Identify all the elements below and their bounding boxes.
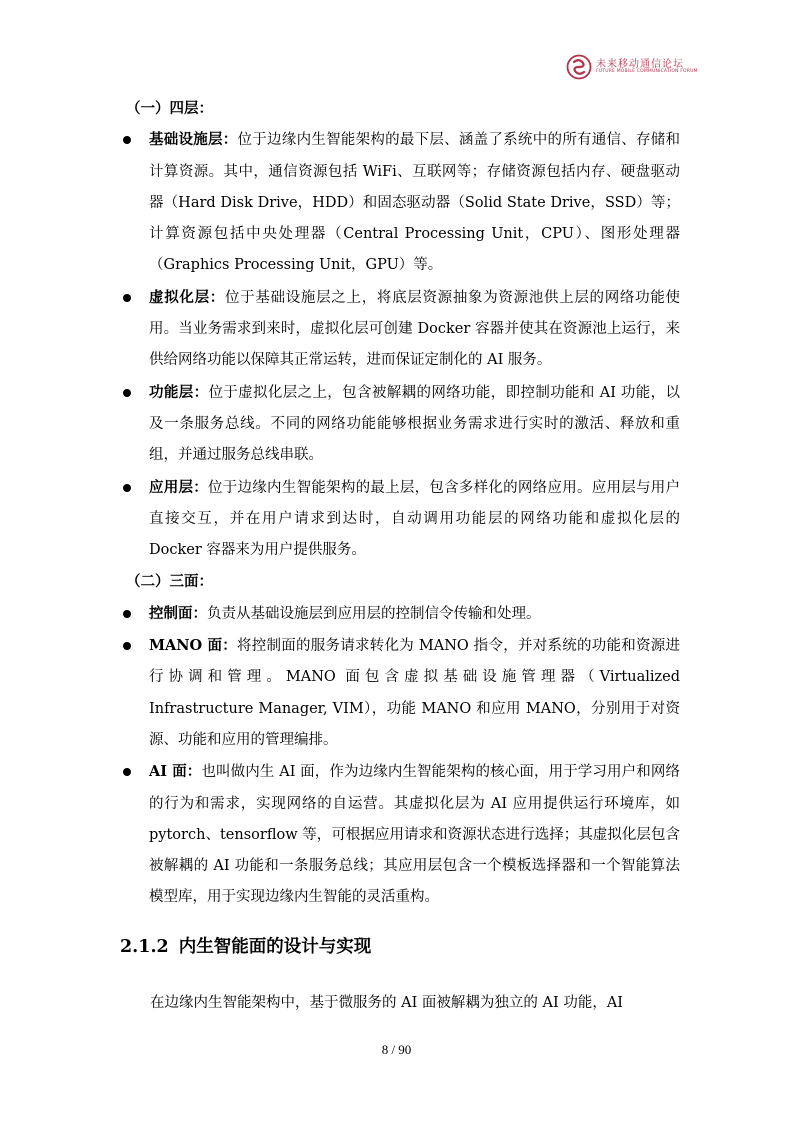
bullet-text: 将控制面的服务请求转化为 MANO 指令，并对系统的功能和资源进行协调和管理。MANO 面包含虚拟基础设施管理器（Virtualized Infrastructure Manager, VIM），功能 MANO 和应用 MANO，分别用于对资源、功能和应用的管理编排。 — [149, 638, 680, 748]
forum-logo — [566, 52, 716, 82]
body-paragraph: 在边缘内生智能架构中，基于微服务的 AI 面被解耦为独立的 AI 功能，AI — [150, 995, 624, 1011]
bullet-text: 负责从基础设施层到应用层的控制信令传输和处理。 — [207, 605, 541, 622]
bullet-item — [120, 124, 680, 281]
bullet-item — [120, 756, 680, 913]
bullet-item — [120, 630, 680, 756]
bullet-dot-icon — [123, 484, 131, 492]
bullet-item — [120, 598, 680, 630]
document-body — [120, 93, 680, 914]
bullet-dot-icon — [123, 136, 131, 144]
subsection-heading — [120, 933, 371, 961]
bullet-term: MANO 面： — [149, 637, 237, 655]
subsection-title: 内生智能面的设计与实现 — [178, 937, 372, 957]
bullet-dot-icon — [123, 294, 131, 302]
bullet-term: 应用层： — [149, 478, 209, 496]
logo-english-name: FUTURE MOBILE COMMUNICATION FORUM — [596, 69, 698, 74]
bullet-term: 功能层： — [149, 383, 209, 401]
bullet-text: 位于虚拟化层之上，包含被解耦的网络功能，即控制功能和 AI 功能，以及一条服务总线。不同的网络功能能够根据业务需求进行实时的激活、释放和重组，并通过服务总线串联。 — [149, 384, 680, 464]
bullet-item — [120, 377, 680, 472]
bullet-text: 位于基础设施层之上，将底层资源抽象为资源池供上层的网络功能使用。当业务需求到来时，虚拟化层可创建 Docker 容器并使其在资源池上运行，来供给网络功能以保障其正常运转，进而保证定制化的 AI 服务。 — [149, 289, 681, 369]
bullet-dot-icon — [123, 642, 131, 650]
bullet-item — [120, 282, 680, 377]
bullet-term: 基础设施层： — [149, 131, 238, 149]
bullet-term: 控制面： — [149, 604, 207, 622]
bullet-text: 位于边缘内生智能架构的最下层、涵盖了系统中的所有通信、存储和计算资源。其中，通信资源包括 WiFi、互联网等；存储资源包括内存、硬盘驱动器（Hard Disk Drive，HDD）和固态驱动器（Solid State Drive，SSD）等；计算资源包括中央处理器（Central Processing Unit，CPU）、图形处理器（Graphics Processing Unit，GPU）等。 — [149, 132, 681, 274]
bullet-dot-icon — [123, 768, 131, 776]
bullet-term: 虚拟化层： — [149, 288, 225, 306]
page-number: 8 / 90 — [381, 1042, 412, 1057]
section-heading-four-layers: （一）四层： — [126, 100, 213, 117]
logo-chinese-name: 未来移动通信论坛 — [596, 59, 684, 70]
section-heading-three-planes: （二）三面： — [126, 573, 213, 591]
subsection-number: 2.1.2 — [120, 937, 169, 957]
bullet-item — [120, 472, 680, 567]
bullet-term: AI 面： — [149, 763, 202, 781]
bullet-dot-icon — [123, 389, 131, 397]
bullet-text: 位于边缘内生智能架构的最上层，包含多样化的网络应用。应用层与用户直接交互，并在用户请求到达时，自动调用功能层的网络功能和虚拟化层的 Docker 容器来为用户提供服务。 — [149, 479, 680, 559]
forum-logo-icon — [566, 54, 592, 80]
bullet-text: 也叫做内生 AI 面，作为边缘内生智能架构的核心面，用于学习用户和网络的行为和需求，实现网络的自运营。其虚拟化层为 AI 应用提供运行环境库，如 pytorch、tensorflow 等，可根据应用请求和资源状态进行选择；其虚拟化层包含被解耦的 AI 功能和一条服务总线；其应用层包含一个模板选择器和一个智能算法模型库，用于实现边缘内生智能的灵活重构。 — [149, 764, 680, 906]
bullet-dot-icon — [123, 610, 131, 618]
